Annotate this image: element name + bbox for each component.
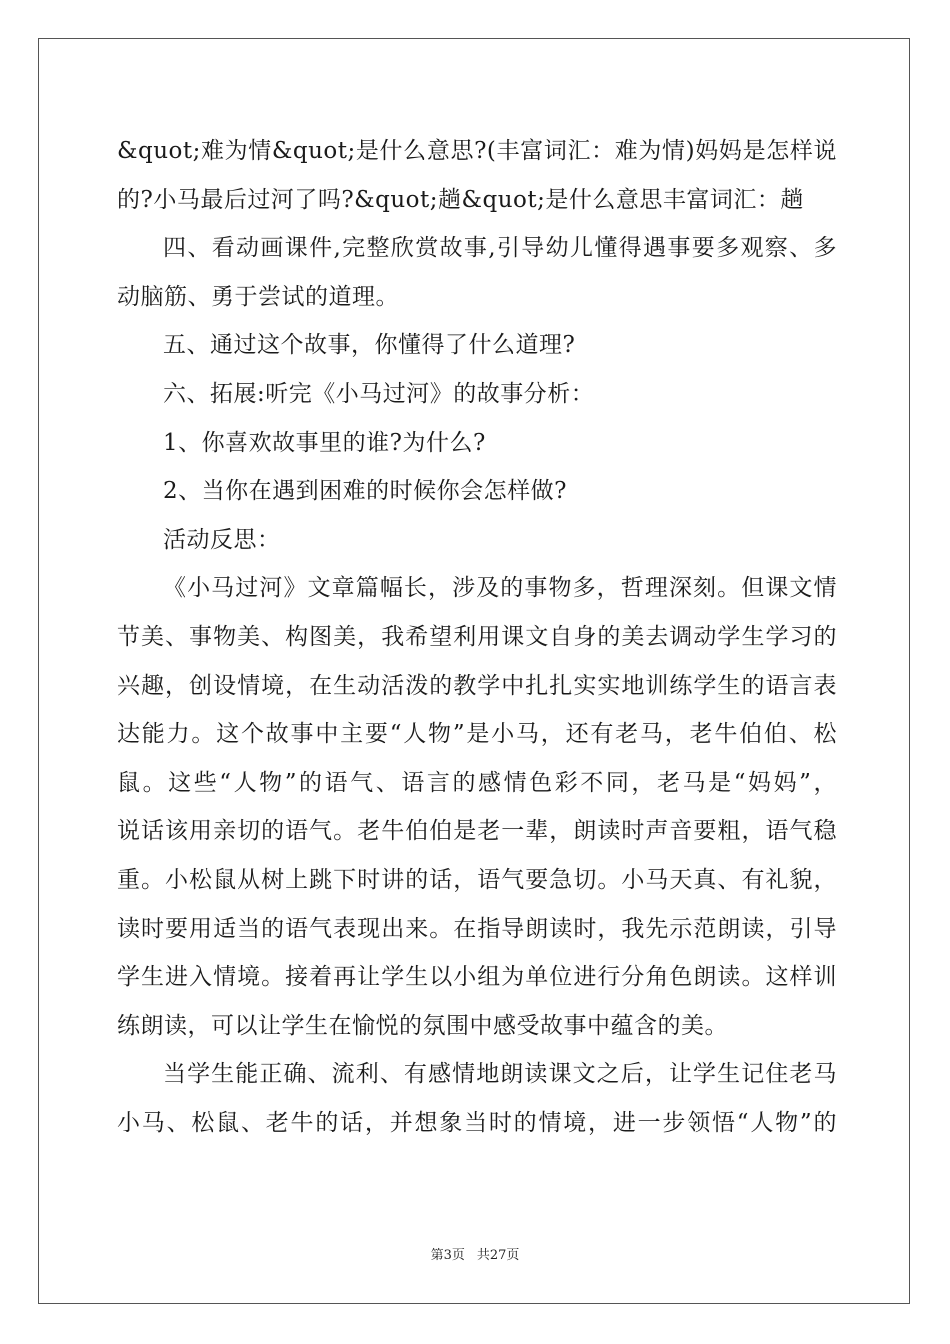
text-line: 达能力。这个故事中主要“人物”是小马，还有老马，老牛伯伯、松 [117, 721, 837, 748]
paragraph-line: 四、看动画课件,完整欣赏故事,引导幼儿懂得遇事要多观察、多 [163, 235, 837, 262]
list-item: 2、当你在遇到困难的时候你会怎样做? [163, 478, 567, 505]
page-number: 第3页 [430, 1248, 465, 1263]
text-line: 说话该用亲切的语气。老牛伯伯是老一辈，朗读时声音要粗，语气稳 [117, 818, 837, 845]
text-line: 的?小马最后过河了吗?&quot;趟&quot;是什么意思丰富词汇：趟 [117, 186, 804, 213]
paragraph-line: 五、通过这个故事，你懂得了什么道理? [163, 332, 576, 359]
page-footer [0, 1244, 950, 1263]
text-line: 鼠。这些“人物”的语气、语言的感情色彩不同，老马是“妈妈”， [117, 769, 837, 796]
paragraph-line: 《小马过河》文章篇幅长，涉及的事物多，哲理深刻。但课文情 [163, 575, 837, 602]
text-line: 重。小松鼠从树上跳下时讲的话，语气要急切。小马天真、有礼貌， [117, 866, 837, 893]
paragraph-line: 当学生能正确、流利、有感情地朗读课文之后，让学生记住老马 [163, 1061, 837, 1088]
text-line: 兴趣，创设情境，在生动活泼的教学中扎扎实实地训练学生的语言表 [117, 672, 837, 699]
text-line: 练朗读，可以让学生在愉悦的氛围中感受故事中蕴含的美。 [117, 1012, 728, 1039]
document-body [117, 127, 837, 1147]
text-line: 节美、事物美、构图美，我希望利用课文自身的美去调动学生学习的 [117, 623, 837, 650]
text-line: 读时要用适当的语气表现出来。在指导朗读时，我先示范朗读，引导 [117, 915, 837, 942]
page-total: 共27页 [476, 1248, 520, 1263]
text-line: 学生进入情境。接着再让学生以小组为单位进行分角色朗读。这样训 [117, 964, 837, 991]
section-heading: 活动反思： [163, 526, 281, 553]
paragraph-line: 六、拓展:听完《小马过河》的故事分析： [163, 380, 595, 407]
list-item: 1、你喜欢故事里的谁?为什么? [163, 429, 486, 456]
text-line: 动脑筋、勇于尝试的道理。 [117, 283, 399, 310]
text-line: 小马、松鼠、老牛的话，并想象当时的情境，进一步领悟“人物”的 [117, 1109, 837, 1136]
text-line: &quot;难为情&quot;是什么意思?(丰富词汇：难为情)妈妈是怎样说 [117, 138, 837, 164]
